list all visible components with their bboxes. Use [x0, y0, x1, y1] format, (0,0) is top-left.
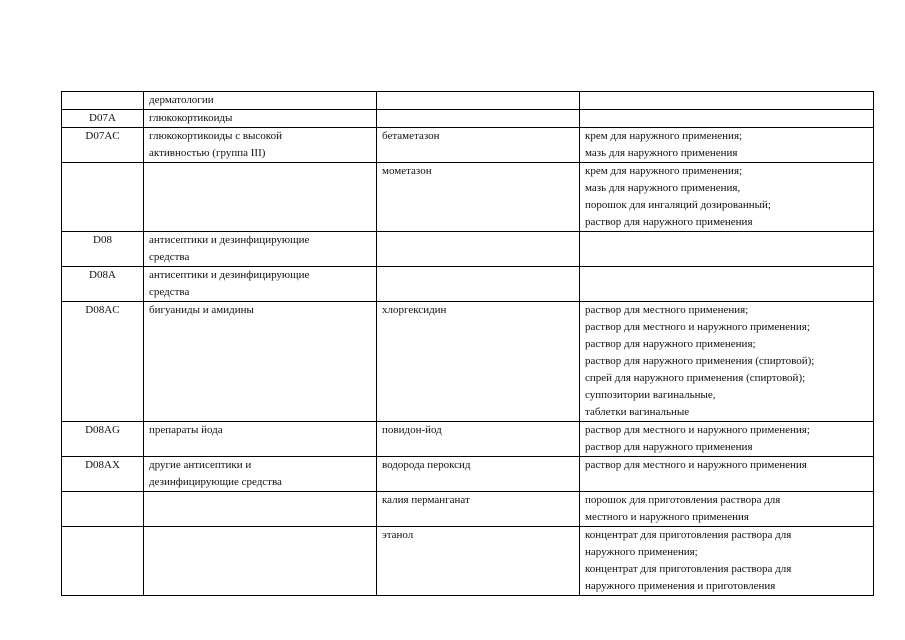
dosage-form-cell [580, 110, 874, 128]
atc-code: D08AX [85, 459, 120, 471]
anatomic-group-cell [144, 163, 377, 232]
group-name-line: антисептики и дезинфицирующие [149, 269, 310, 281]
dosage-form-line: крем для наружного применения; [585, 165, 743, 177]
anatomic-group-cell [144, 527, 377, 596]
atc-code [67, 527, 138, 544]
atc-code-cell [62, 92, 144, 110]
drug-name: этанол [382, 529, 414, 541]
drug-name [382, 110, 574, 127]
dosage-form-cell [580, 163, 874, 232]
anatomic-group-cell [144, 128, 377, 163]
dosage-form-line: раствор для местного и наружного применения [585, 459, 807, 471]
dosage-form-cell [580, 302, 874, 422]
atc-code-cell [62, 267, 144, 302]
table-row [62, 492, 874, 527]
dosage-form-line: мазь для наружного применения [585, 147, 738, 159]
drug-name-cell [377, 492, 580, 527]
atc-code-cell [62, 527, 144, 596]
atc-code-cell [62, 457, 144, 492]
table-row [62, 457, 874, 492]
anatomic-group-cell [144, 492, 377, 527]
atc-code [67, 163, 138, 180]
atc-code: D07A [89, 112, 116, 124]
drug-name: водорода пероксид [382, 459, 471, 471]
table-row [62, 232, 874, 267]
atc-code [67, 492, 138, 509]
drug-name: хлоргексидин [382, 304, 447, 316]
drug-name: калия перманганат [382, 494, 470, 506]
atc-code: D08 [93, 234, 112, 246]
dosage-form-line: концентрат для приготовления раствора для [585, 563, 792, 575]
drug-name-cell [377, 422, 580, 457]
atc-code: D08AG [85, 424, 120, 436]
atc-code-cell [62, 492, 144, 527]
drug-name-cell [377, 110, 580, 128]
group-name-line: активностью (группа III) [149, 147, 266, 159]
drug-name-cell [377, 163, 580, 232]
table-row [62, 92, 874, 110]
drug-name [382, 232, 574, 249]
group-name-line: антисептики и дезинфицирующие [149, 234, 310, 246]
anatomic-group-cell [144, 92, 377, 110]
anatomic-group-cell [144, 110, 377, 128]
dosage-form-line: раствор для местного применения; [585, 304, 749, 316]
table-row [62, 110, 874, 128]
drug-name [382, 92, 574, 109]
anatomic-group-cell [144, 232, 377, 267]
dosage-form-line: раствор для наружного применения [585, 441, 753, 453]
anatomic-group-cell [144, 457, 377, 492]
group-name-line: препараты йода [149, 424, 223, 436]
drug-name-cell [377, 527, 580, 596]
dosage-form-line: концентрат для приготовления раствора для [585, 529, 792, 541]
dosage-form-line: порошок для ингаляций дозированный; [585, 199, 771, 211]
group-name-line: другие антисептики и [149, 459, 252, 471]
table-row [62, 267, 874, 302]
atc-code-cell [62, 302, 144, 422]
drug-name-cell [377, 92, 580, 110]
drug-name-cell [377, 457, 580, 492]
group-name-line: средства [149, 286, 190, 298]
dosage-form-cell [580, 232, 874, 267]
dosage-form-line: наружного применения и приготовления [585, 580, 776, 592]
dosage-form-line: раствор для наружного применения (спиртовой); [585, 355, 815, 367]
atc-code [67, 92, 138, 109]
group-name-line: дерматологии [149, 94, 214, 106]
dosage-form-cell [580, 422, 874, 457]
table-row [62, 527, 874, 596]
drug-name: бетаметазон [382, 130, 440, 142]
drug-name: мометазон [382, 165, 432, 177]
atc-code: D08AC [85, 304, 120, 316]
dosage-form-cell [580, 527, 874, 596]
dosage-form-cell [580, 457, 874, 492]
dosage-form-line: таблетки вагинальные [585, 406, 690, 418]
dosage-form-line: наружного применения; [585, 546, 698, 558]
dosage-form-line: раствор для наружного применения [585, 216, 753, 228]
dosage-form-line: суппозитории вагинальные, [585, 389, 716, 401]
table-row [62, 302, 874, 422]
dosage-form-cell [580, 92, 874, 110]
dosage-form-line: раствор для местного и наружного применения; [585, 424, 810, 436]
group-name-line: глюкокортикоиды [149, 112, 233, 124]
anatomic-group-cell [144, 302, 377, 422]
group-name-line: дезинфицирующие средства [149, 476, 282, 488]
dosage-form-line: спрей для наружного применения (спиртовой); [585, 372, 806, 384]
dosage-form-line: крем для наружного применения; [585, 130, 743, 142]
table-row [62, 128, 874, 163]
table-row [62, 163, 874, 232]
table-body [62, 92, 874, 596]
drug-name-cell [377, 267, 580, 302]
dosage-form-line: раствор для местного и наружного применения; [585, 321, 810, 333]
dosage-form-line: раствор для наружного применения; [585, 338, 756, 350]
dosage-form-line: местного и наружного применения [585, 511, 749, 523]
drug-name-cell [377, 128, 580, 163]
dosage-form-cell [580, 128, 874, 163]
anatomic-group-cell [144, 422, 377, 457]
drug-name-cell [377, 232, 580, 267]
atc-code-cell [62, 163, 144, 232]
atc-code-cell [62, 422, 144, 457]
anatomic-group-cell [144, 267, 377, 302]
atc-code-cell [62, 232, 144, 267]
dosage-form-cell [580, 267, 874, 302]
drug-name: повидон-йод [382, 424, 442, 436]
drug-classification-table [61, 91, 874, 596]
group-name-line: бигуаниды и амидины [149, 304, 254, 316]
drug-name-cell [377, 302, 580, 422]
group-name-line: глюкокортикоиды с высокой [149, 130, 282, 142]
drug-name [382, 267, 574, 284]
dosage-form-line: мазь для наружного применения, [585, 182, 741, 194]
dosage-form-cell [580, 492, 874, 527]
dosage-form-line: порошок для приготовления раствора для [585, 494, 781, 506]
atc-code: D08A [89, 269, 116, 281]
table-row [62, 422, 874, 457]
atc-code-cell [62, 128, 144, 163]
atc-code: D07AC [85, 130, 120, 142]
atc-code-cell [62, 110, 144, 128]
group-name-line: средства [149, 251, 190, 263]
